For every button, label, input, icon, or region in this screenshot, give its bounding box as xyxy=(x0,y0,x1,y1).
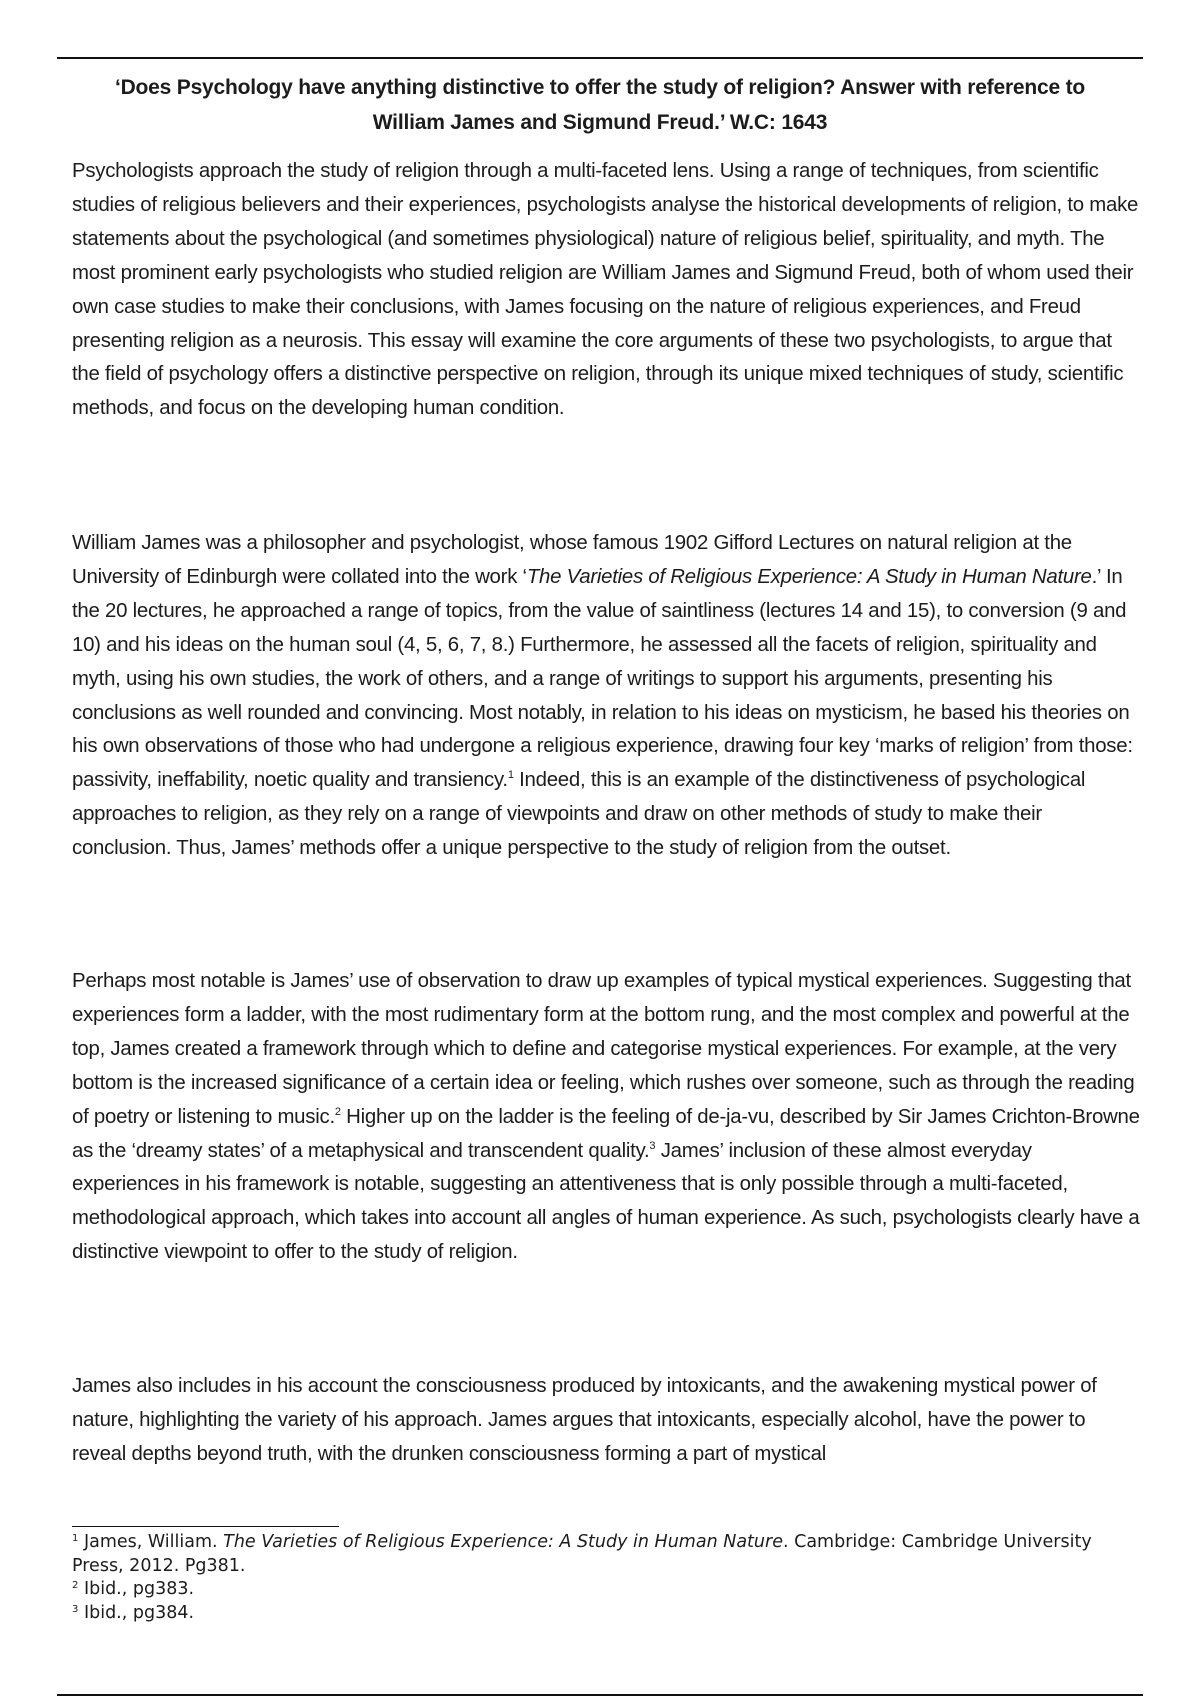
footnote-3-text: Ibid., pg384. xyxy=(78,1602,195,1623)
essay-title xyxy=(70,70,1130,140)
paragraph-intro: Psychologists approach the study of religion through a multi-faceted lens. Using a range of techniques, from scientific studies of religious believers and their experiences, psychologists analyse the historical developments of religion, to make statements about the psychological (and sometimes physiological) nature of religious belief, spirituality, and myth. The most prominent early psychologists who studied religion are William James and Sigmund Freud, both of whom used their own case studies to make their conclusions, with James focusing on the nature of religious experiences, and Freud presenting religion as a neurosis. This essay will examine the core arguments of these two psychologists, to argue that the field of psychology offers a distinctive perspective on religion, through its unique mixed techniques of study, scientific methods, and focus on the developing human condition. xyxy=(72,160,1139,420)
paragraph-james-lectures xyxy=(72,527,1140,866)
p2-text-c: Indeed, this is an example of the distinctiveness of psychological approaches to religion, as they rely on a range of viewpoints and draw on other methods of study to make their conclusion. Thus, James’ methods offer a unique perspective to the study of religion from the outset. xyxy=(72,769,1086,860)
footnote-mark-1: 1 xyxy=(72,1533,79,1544)
footnote-ref-2[interactable]: 2 xyxy=(334,1105,341,1118)
footnote-1-italic: The Varieties of Religious Experience: A Study in Human Nature xyxy=(223,1532,783,1552)
title-line-1: ‘Does Psychology have anything distinctive to offer the study of religion? Answer with reference to xyxy=(114,76,1086,99)
paragraph-intoxicants: James also includes in his account the consciousness produced by intoxicants, and the awakening mystical power of nature, highlighting the variety of his approach. James argues that intoxicants, especially alcohol, have the power to reveal depths beyond truth, with the drunken consciousness forming a part of mystical xyxy=(72,1375,1097,1465)
footnote-ref-1[interactable]: 1 xyxy=(507,769,514,782)
footnote-2 xyxy=(72,1578,1142,1602)
p2-text-b: .’ In the 20 lectures, he approached a range of topics, from the value of saintliness (lectures 14 and 15), to conversion (9 and 10) and his ideas on the human soul (4, 5, 6, 7, 8.) Furthermore, he assessed all the facets of religion, spirituality and myth, using his own studies, the work of others, and a range of writings to support his arguments, presenting his conclusions as well rounded and convincing. Most notably, in relation to his ideas on mysticism, he based his theories on his own observations of those who had undergone a religious experience, drawing four key ‘marks of religion’ from those: passivity, ineffability, noetic quality and transiency. xyxy=(72,565,1133,792)
footnotes xyxy=(72,1531,1142,1625)
p3-text-b: Higher up on the ladder is the feeling of de-ja-vu, described by Sir James Crichton-Browne as the ‘dreamy states’ of a metaphysical and transcendent quality. xyxy=(72,1105,1140,1162)
paragraph-mystical-ladder xyxy=(72,965,1140,1270)
p2-text-a: William James was a philosopher and psychologist, whose famous 1902 Gifford Lectures on natural religion at the University of Edinburgh were collated into the work ‘ xyxy=(72,532,1072,588)
footnote-separator xyxy=(72,1526,339,1527)
bottom-rule xyxy=(57,1694,1143,1696)
footnote-mark-2: 2 xyxy=(72,1580,79,1591)
p3-text-c: James’ inclusion of these almost everyday experiences in his framework is notable, suggesting an attentiveness that is only possible through a multi-faceted, methodological approach, which takes into account all angles of human experience. As such, psychologists clearly have a distinctive viewpoint to offer to the study of religion. xyxy=(72,1139,1140,1264)
footnote-1 xyxy=(72,1531,1142,1578)
footnote-ref-3[interactable]: 3 xyxy=(649,1139,656,1152)
footnote-1-post: . Cambridge: Cambridge University Press, 2012. Pg381. xyxy=(72,1532,1092,1576)
title-line-2: William James and Sigmund Freud.’ W.C: 1643 xyxy=(372,111,828,134)
p3-text-a: Perhaps most notable is James’ use of observation to draw up examples of typical mystical experiences. Suggesting that experiences form a ladder, with the most rudimentary form at the bottom rung, and the most complex and powerful at the top, James created a framework through which to define and categorise mystical experiences. For example, at the very bottom is the increased significance of a certain idea or feeling, which rushes over someone, such as through the reading of poetry or listening to music. xyxy=(72,970,1135,1128)
footnote-1-pre: James, William. xyxy=(78,1532,224,1552)
footnote-2-text: Ibid., pg383. xyxy=(78,1579,195,1599)
footnote-mark-3: 3 xyxy=(72,1603,79,1615)
book-title-italic: The Varieties of Religious Experience: A Study in Human Nature xyxy=(526,565,1092,588)
footnote-3 xyxy=(72,1602,1142,1626)
top-rule xyxy=(57,57,1143,59)
